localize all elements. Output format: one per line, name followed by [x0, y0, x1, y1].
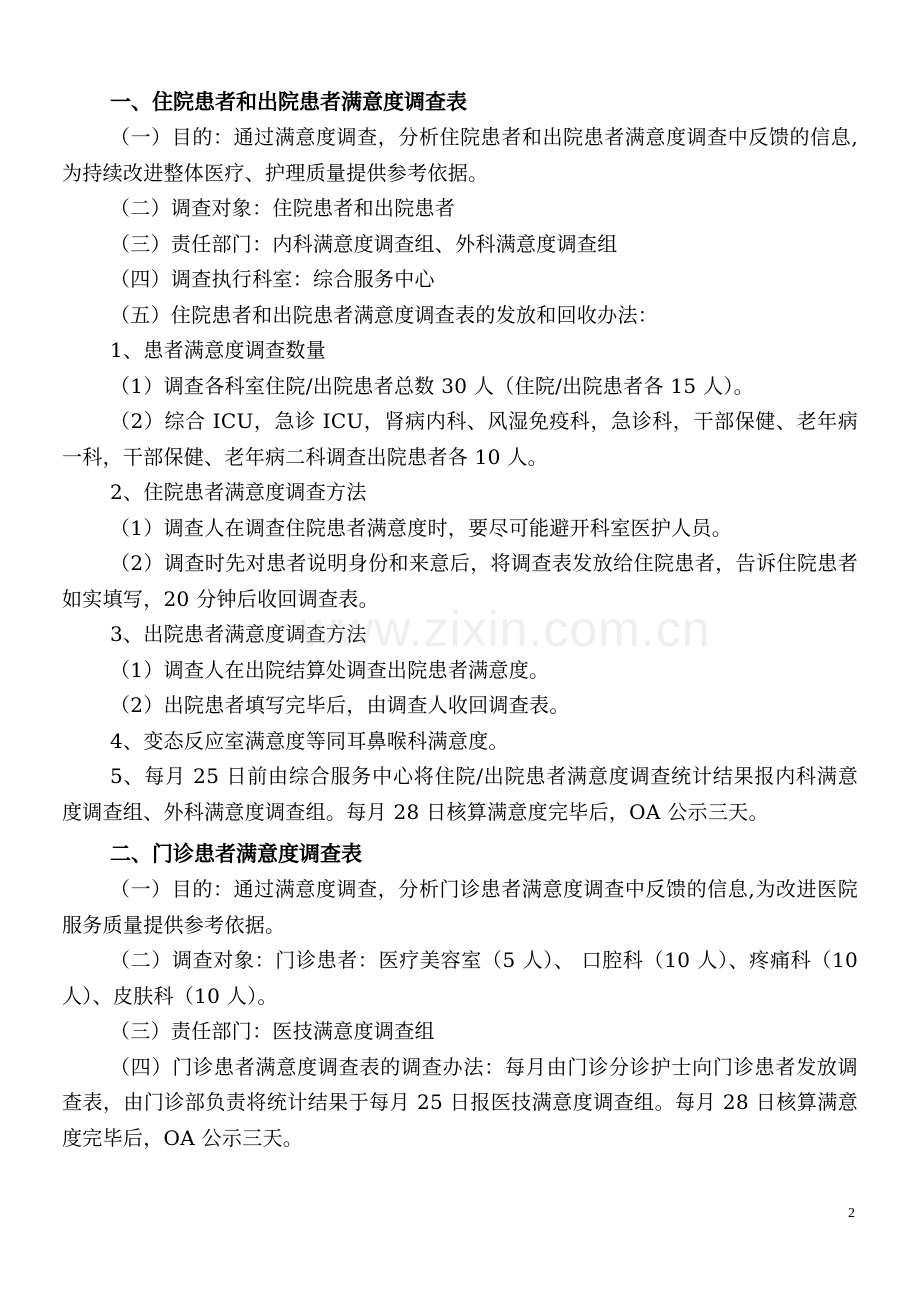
- discharge-method-item-1: （1）调查人在出院结算处调查出院患者满意度。: [110, 657, 550, 682]
- inpatient-method-item-1: （1）调查人在调查住院患者满意度时，要尽可能避开科室医护人员。: [110, 515, 733, 540]
- section1-distribution-method: （五）住院患者和出院患者满意度调查表的发放和回收办法：: [110, 302, 659, 327]
- watermark: www.zixin.com.cn: [300, 601, 711, 657]
- section1-responsible-dept: （三）责任部门：内科满意度调查组、外科满意度调查组: [110, 231, 618, 256]
- section1-executing-dept: （四）调查执行科室：综合服务中心: [110, 267, 435, 291]
- monthly-report-note: 5、每月 25 日前由综合服务中心将住院/出院患者满意度调查统计结果报内科满意度调查组、外科满意度调查组。每月 28 日核算满意度完毕后，OA 公示三天。: [62, 764, 858, 824]
- allergy-room-note: 4、变态反应室满意度等同耳鼻喉科满意度。: [110, 728, 509, 753]
- section1-purpose: （一）目的：通过满意度调查，分析住院患者和出院患者满意度调查中反馈的信息,为持续改进整体医疗、护理质量提供参考依据。: [62, 125, 858, 185]
- inpatient-method-item-2: （2）调查时先对患者说明身份和来意后，将调查表发放给住院患者，告诉住院患者如实填写，20 分钟后收回调查表。: [62, 551, 858, 611]
- section1-survey-target: （二）调查对象：住院患者和出院患者: [110, 196, 456, 220]
- discharge-method-item-2: （2）出院患者填写完毕后，由调查人收回调查表。: [110, 693, 570, 717]
- survey-quantity-heading: 1、患者满意度调查数量: [110, 338, 327, 362]
- section2-heading: 二、门诊患者满意度调查表: [110, 842, 362, 866]
- section2-responsible-dept: （三）责任部门：医技满意度调查组: [110, 1019, 435, 1043]
- survey-quantity-item-1: （1）调查各科室住院/出院患者总数 30 人（住院/出院患者各 15 人）。: [110, 373, 754, 398]
- survey-quantity-item-2: （2）综合 ICU，急诊 ICU，肾病内科、风湿免疫科，急诊科，干部保健、老年病一科，干部保健、老年病二科调查出院患者各 10 人。: [62, 409, 858, 469]
- inpatient-method-heading: 2、住院患者满意度调查方法: [110, 480, 367, 504]
- page-number: 2: [848, 1206, 855, 1221]
- section2-purpose: （一）目的：通过满意度调查，分析门诊患者满意度调查中反馈的信息,为改进医院服务质量提供参考依据。: [62, 877, 858, 937]
- section2-survey-target: （二）调查对象：门诊患者：医疗美容室（5 人）、 口腔科（10 人）、疼痛科（10 人）、皮肤科（10 人）。: [62, 948, 858, 1008]
- discharge-method-heading: 3、出院患者满意度调查方法: [110, 622, 367, 646]
- section2-survey-method: （四）门诊患者满意度调查表的调查办法：每月由门诊分诊护士向门诊患者发放调查表，由门诊部负责将统计结果于每月 25 日报医技满意度调查组。每月 28 日核算满意度完毕后，OA 公示三天。: [62, 1054, 858, 1150]
- section1-heading: 一、住院患者和出院患者满意度调查表: [110, 90, 467, 114]
